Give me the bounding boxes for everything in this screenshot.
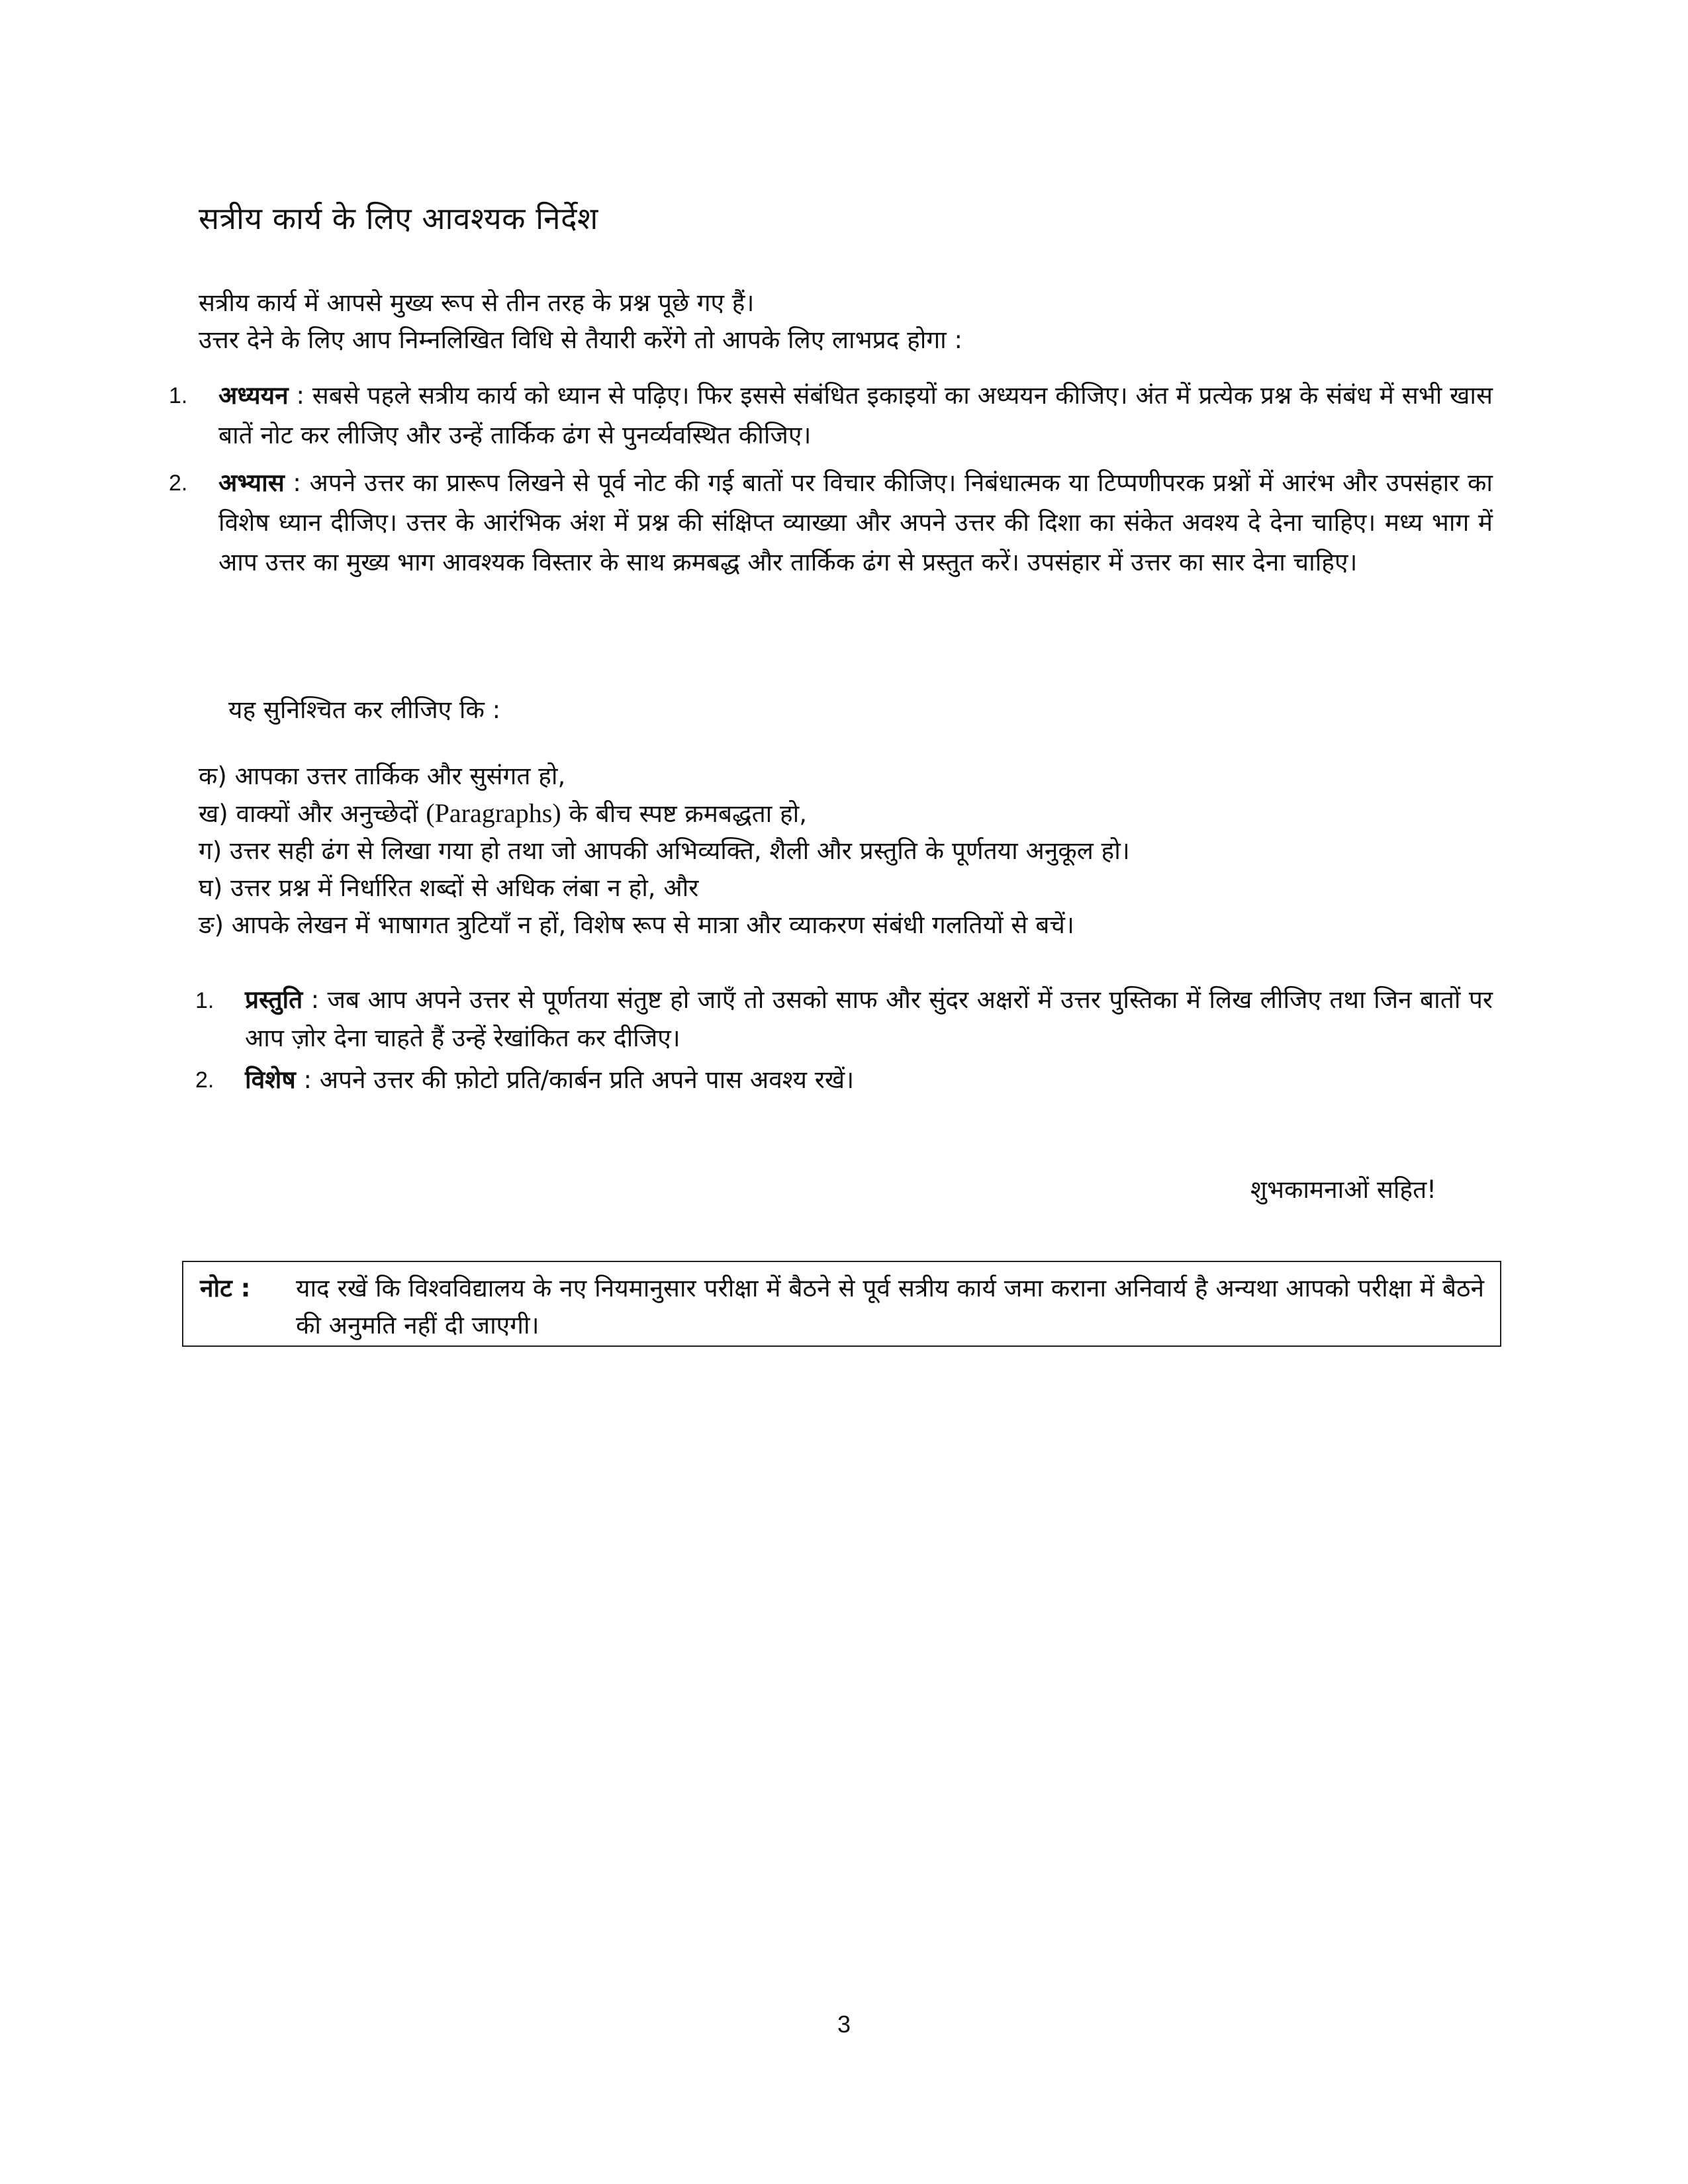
list-item-presentation: [195, 981, 1493, 1058]
list-item-study: [169, 376, 1493, 455]
list-number: 2.: [195, 1068, 214, 1093]
list-item-term: विशेष: [245, 1066, 296, 1094]
list-item-body: : जब आप अपने उत्तर से पूर्णतया संतुष्ट हो जाएँ तो उसको साफ और सुंदर अक्षरों में उत्तर पुस्तिका में लिख लीजिए तथा जिन बातों पर आप ज़ोर देना चाहते हैं उन्हें रेखांकित कर दीजिए।: [245, 985, 1493, 1052]
list-item-body: : अपने उत्तर की फ़ोटो प्रति/कार्बन प्रति अपने पास अवश्य रखें।: [303, 1066, 855, 1094]
list-number: 2.: [169, 471, 188, 496]
note-text: याद रखें कि विश्वविद्यालय के नए नियमानुसार परीक्षा में बैठने से पूर्व सत्रीय कार्य जमा कराना अनिवार्य है अन्यथा आपको परीक्षा में बैठने की अनुमति नहीं दी जाएगी।: [296, 1274, 1484, 1340]
ensure-intro: यह सुनिश्चित कर लीजिए कि :: [228, 696, 501, 724]
list-item-text: [245, 981, 1493, 1058]
intro-line: उत्तर देने के लिए आप निम्नलिखित विधि से तैयारी करेंगे तो आपके लिए लाभप्रद होगा :: [199, 326, 962, 354]
closing-greeting: शुभकामनाओं सहित!: [1250, 1175, 1436, 1204]
checklist-item-text: ख) वाक्यों और अनुच्छेदों: [199, 799, 426, 828]
checklist-item: घ) उत्तर प्रश्न में निर्धारित शब्दों से अधिक लंबा न हो, और: [199, 874, 699, 902]
checklist-item: [199, 795, 1130, 833]
list-item-text: [245, 1060, 1493, 1100]
page-heading: सत्रीय कार्य के लिए आवश्यक निर्देश: [199, 201, 598, 236]
list-item-text: [218, 376, 1493, 455]
list-item-special: [195, 1060, 1493, 1100]
checklist-item: ग) उत्तर सही ढंग से लिखा गया हो तथा जो आपकी अभिव्यक्ति, शैली और प्रस्तुति के पूर्णतया अनुकूल हो।: [199, 837, 1130, 865]
checklist: [199, 758, 1130, 944]
list-item-term: प्रस्तुति: [245, 985, 303, 1014]
checklist-item-latin: (Paragraphs): [426, 798, 561, 828]
list-item-body: : सबसे पहले सत्रीय कार्य को ध्यान से पढ़िए। फिर इससे संबंधित इकाइयों का अध्ययन कीजिए। अंत में प्रत्येक प्रश्न के संबंध में सभी खास बातें नोट कर लीजिए और उन्हें तार्किक ढंग से पुनर्व्यवस्थित कीजिए।: [218, 381, 1493, 449]
list-item-term: अध्ययन: [218, 381, 289, 410]
note-label: नोट :: [200, 1274, 251, 1302]
intro-paragraph: [199, 285, 962, 359]
checklist-item: क) आपका उत्तर तार्किक और सुसंगत हो,: [199, 762, 566, 790]
list-number: 1.: [169, 383, 188, 408]
checklist-item-text: के बीच स्पष्ट क्रमबद्धता हो,: [561, 799, 808, 828]
page-number: 3: [837, 2011, 851, 2038]
list-item-body: : अपने उत्तर का प्रारूप लिखने से पूर्व नोट की गई बातों पर विचार कीजिए। निबंधात्मक या टिप्पणीपरक प्रश्नों में आरंभ और उपसंहार का विशेष ध्यान दीजिए। उत्तर के आरंभिक अंश में प्रश्न की संक्षिप्त व्याख्या और अपने उत्तर की दिशा का संकेत अवश्य दे देना चाहिए। मध्य भाग में आप उत्तर का मुख्य भाग आवश्यक विस्तार के साथ क्रमबद्ध और तार्किक ढंग से प्रस्तुत करें। उपसंहार में उत्तर का सार देना चाहिए।: [218, 469, 1493, 576]
note-box: [182, 1261, 1501, 1347]
list-item-text: [218, 463, 1493, 582]
list-number: 1.: [195, 988, 214, 1013]
checklist-item: ङ) आपके लेखन में भाषागत त्रुटियाँ न हों, विशेष रूप से मात्रा और व्याकरण संबंधी गलतियों से बचें।: [199, 911, 1074, 939]
list-item-practice: [169, 463, 1493, 582]
list-item-term: अभ्यास: [218, 469, 285, 497]
intro-line: सत्रीय कार्य में आपसे मुख्य रूप से तीन तरह के प्रश्न पूछे गए हैं।: [199, 289, 755, 317]
